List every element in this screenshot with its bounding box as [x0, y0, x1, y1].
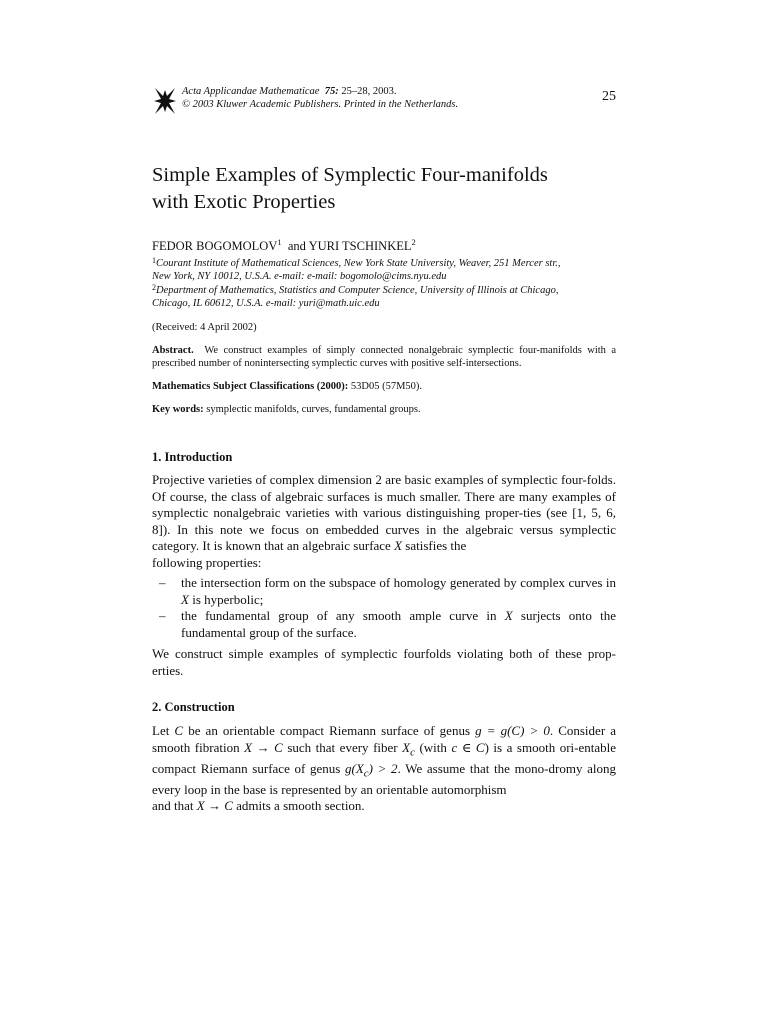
math-formula: ) > 2 [368, 760, 398, 776]
aff-sup: 2 [152, 283, 156, 292]
math-var: C [174, 723, 184, 738]
author-name: FEDOR BOGOMOLOV [152, 239, 278, 254]
aff-sup: 1 [152, 256, 156, 265]
paragraph-text: Projective varieties of complex dimension 2 are basic examples of symplectic four-folds. Of course, the class of algebraic surfaces is much smaller. There are many examples of symplectic nonalgebraic varieties with various distinguishing proper-ties (see [1, 5, 6, 8]). In this note we focus on embedded curves in the algebraic versus symplectic category. It is known that an algebraic surface [152, 472, 616, 553]
journal-name: Acta Applicandae Mathematicae [182, 86, 320, 97]
received-date: (Received: 4 April 2002) [152, 322, 257, 333]
msc-classification [152, 381, 616, 394]
aff-line: Department of Mathematics, Statistics and Computer Science, University of Illinois at Chicago, [156, 285, 559, 296]
keywords-text: symplectic manifolds, curves, fundamental groups. [206, 404, 421, 415]
item-text: is hyperbolic; [192, 591, 264, 607]
aff-line: New York, NY 10012, U.S.A. e-mail: e-mail: bogomolo@cims.nyu.edu [152, 271, 447, 282]
list-dash: – [159, 608, 166, 623]
math-formula: g = g(C) > 0 [475, 723, 550, 738]
abstract [152, 345, 616, 370]
math-var: X [504, 608, 513, 623]
paragraph-text: be an orientable compact Riemann surface of genus [188, 723, 471, 738]
author-and: and [287, 239, 306, 254]
property-list [152, 575, 616, 641]
keywords-label: Key words: [152, 404, 204, 415]
title-line: with Exotic Properties [152, 191, 336, 213]
math-var: X [181, 591, 189, 607]
math-sub: c [363, 767, 369, 780]
section-heading-construction: 2. Construction [152, 700, 235, 714]
abstract-label: Abstract. [152, 345, 194, 356]
paragraph-text: Let [152, 723, 170, 738]
aff-line: Courant Institute of Mathematical Sciences, New York State University, Weaver, 251 Mercer str., [156, 258, 561, 269]
paragraph-text: . We assume that the mono-dromy along every loop in the base is represented by an orientable automorphism [152, 760, 617, 797]
paragraph-text: ) is a smooth ori-entable compact Riemann surface of genus [152, 739, 617, 776]
keywords [152, 404, 616, 417]
paragraph-text: such that every fiber [287, 739, 398, 755]
publisher-logo-icon [152, 86, 178, 116]
msc-label: Mathematics Subject Classifications (2000): [152, 381, 349, 392]
construction-paragraph [152, 723, 616, 815]
paragraph-text: and that [152, 798, 194, 814]
list-item [152, 608, 616, 641]
math-formula: g(X [345, 760, 364, 776]
page-number: 25 [602, 89, 616, 104]
paragraph-text: admits a smooth section. [236, 798, 365, 814]
list-dash: – [159, 575, 166, 590]
item-text: the intersection form on the subspace of homology generated by complex curves in [181, 575, 616, 590]
authors [152, 237, 416, 254]
math-sub: c [410, 746, 415, 759]
author-sup: 2 [411, 237, 416, 247]
running-header [152, 86, 616, 116]
journal-info [182, 86, 458, 111]
aff-line: Chicago, IL 60612, U.S.A. e-mail: yuri@math.uic.edu [152, 298, 380, 309]
paragraph-text: satisfies the [405, 538, 467, 553]
intro-paragraph-2: We construct simple examples of symplectic fourfolds violating both of these prop-erties. [152, 646, 616, 678]
title-line: Simple Examples of Symplectic Four-manifolds [152, 164, 548, 186]
journal-pages: 25–28, 2003. [341, 86, 397, 97]
article-title [152, 162, 616, 216]
author-name: YURI TSCHINKEL [308, 239, 412, 254]
affiliation-2 [152, 281, 616, 310]
affiliation-1 [152, 254, 616, 283]
author-sup: 1 [277, 237, 282, 247]
list-item [152, 575, 616, 608]
intro-paragraph [152, 472, 616, 571]
math-formula: X → C [244, 739, 283, 755]
section-heading-introduction: 1. Introduction [152, 450, 233, 464]
msc-text: 53D05 (57M50). [350, 381, 423, 392]
paragraph-text: (with [419, 739, 447, 755]
journal-volume: 75: [324, 86, 339, 97]
item-text: the fundamental group of any smooth ample curve in [181, 608, 497, 623]
item-text: surjects onto the fundamental group of the surface. [181, 608, 617, 640]
math-formula: X → C [196, 798, 233, 814]
paragraph-text: . Consider a smooth fibration [152, 723, 617, 755]
paragraph-text: following properties: [152, 554, 262, 570]
copyright-line: © 2003 Kluwer Academic Publishers. Printed in the Netherlands. [182, 98, 459, 110]
math-formula: c ∈ C [451, 739, 485, 755]
abstract-text: We construct examples of simply connected nonalgebraic symplectic four-manifolds with a prescribed number of nonintersecting symplectic curves with positive self-intersections. [152, 345, 617, 369]
math-var: X [402, 739, 411, 755]
math-var: X [394, 538, 403, 553]
